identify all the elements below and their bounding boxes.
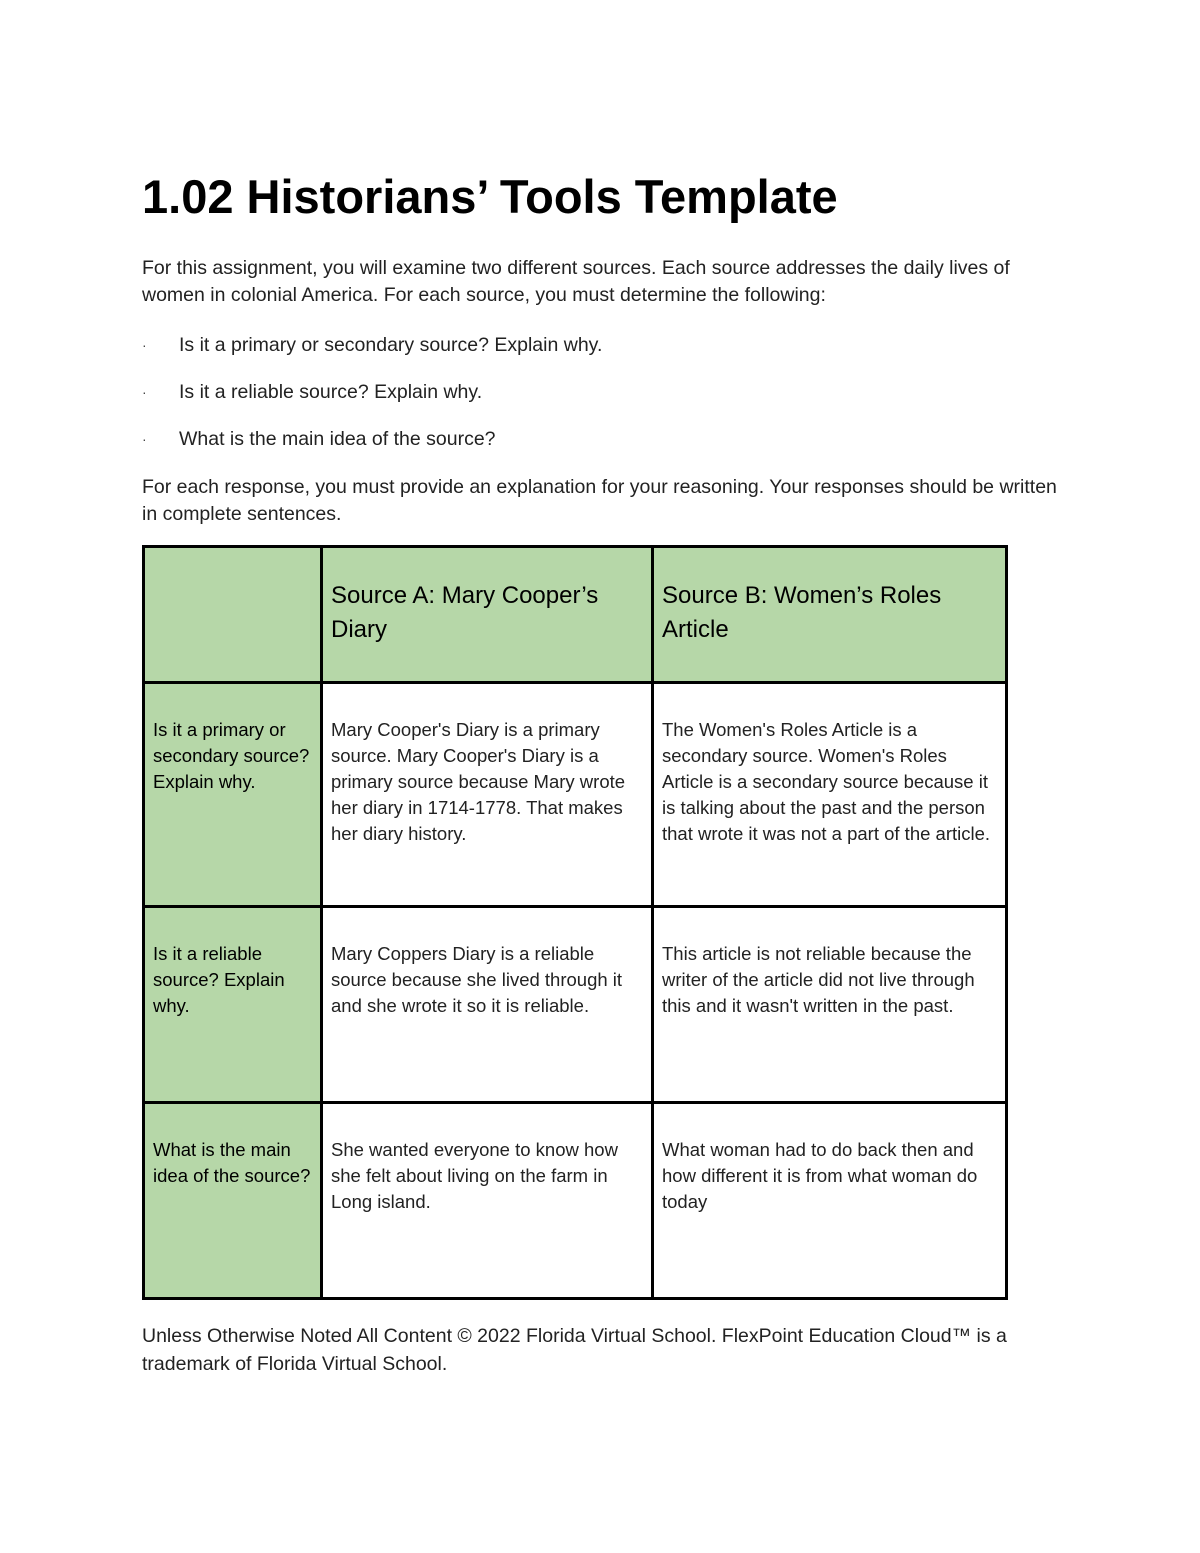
answer-cell-source-b: This article is not reliable because the writer of the article did not live through this and it wasn't written in the past. — [653, 907, 1007, 1103]
source-analysis-table — [142, 545, 1008, 1300]
instructions-paragraph: For each response, you must provide an explanation for your reasoning. Your responses should be written in complete sentences. — [142, 476, 1057, 525]
question-cell: Is it a reliable source? Explain why. — [144, 907, 322, 1103]
requirements-list — [142, 331, 1042, 472]
list-item — [142, 425, 1042, 472]
list-item-text: Is it a reliable source? Explain why. — [179, 381, 483, 403]
table-row — [144, 1103, 1007, 1299]
answer-cell-source-a: She wanted everyone to know how she felt about living on the farm in Long island. — [322, 1103, 653, 1299]
bullet-marker: · — [142, 384, 147, 400]
list-item-text: Is it a primary or secondary source? Explain why. — [179, 334, 603, 356]
list-item-text: What is the main idea of the source? — [179, 428, 496, 450]
intro-paragraph: For this assignment, you will examine two different sources. Each source addresses the daily lives of women in colonial America. For each source, you must determine the following: — [142, 257, 1010, 306]
header-source-b: Source B: Women’s Roles Article — [653, 547, 1007, 683]
answer-cell-source-a: Mary Coppers Diary is a reliable source because she lived through it and she wrote it so it is reliable. — [322, 907, 653, 1103]
table-header-row — [144, 547, 1007, 683]
table-corner-cell — [144, 547, 322, 683]
table-row — [144, 683, 1007, 907]
question-cell: Is it a primary or secondary source? Explain why. — [144, 683, 322, 907]
list-item — [142, 331, 1042, 378]
copyright-footer: Unless Otherwise Noted All Content © 2022 Florida Virtual School. FlexPoint Education Cloud™ is a trademark of Florida Virtual School. — [142, 1325, 1007, 1375]
question-cell: What is the main idea of the source? — [144, 1103, 322, 1299]
answer-cell-source-a: Mary Cooper's Diary is a primary source. Mary Cooper's Diary is a primary source because Mary wrote her diary in 1714-1778. That makes her diary history. — [322, 683, 653, 907]
answer-cell-source-b: What woman had to do back then and how different it is from what woman do today — [653, 1103, 1007, 1299]
header-source-a: Source A: Mary Cooper’s Diary — [322, 547, 653, 683]
bullet-marker: · — [142, 431, 147, 447]
list-item — [142, 378, 1042, 425]
answer-cell-source-b: The Women's Roles Article is a secondary source. Women's Roles Article is a secondary source because it is talking about the past and the person that wrote it was not a part of the article. — [653, 683, 1007, 907]
page-title: 1.02 Historians’ Tools Template — [142, 170, 838, 223]
table-row — [144, 907, 1007, 1103]
bullet-marker: · — [142, 337, 147, 353]
